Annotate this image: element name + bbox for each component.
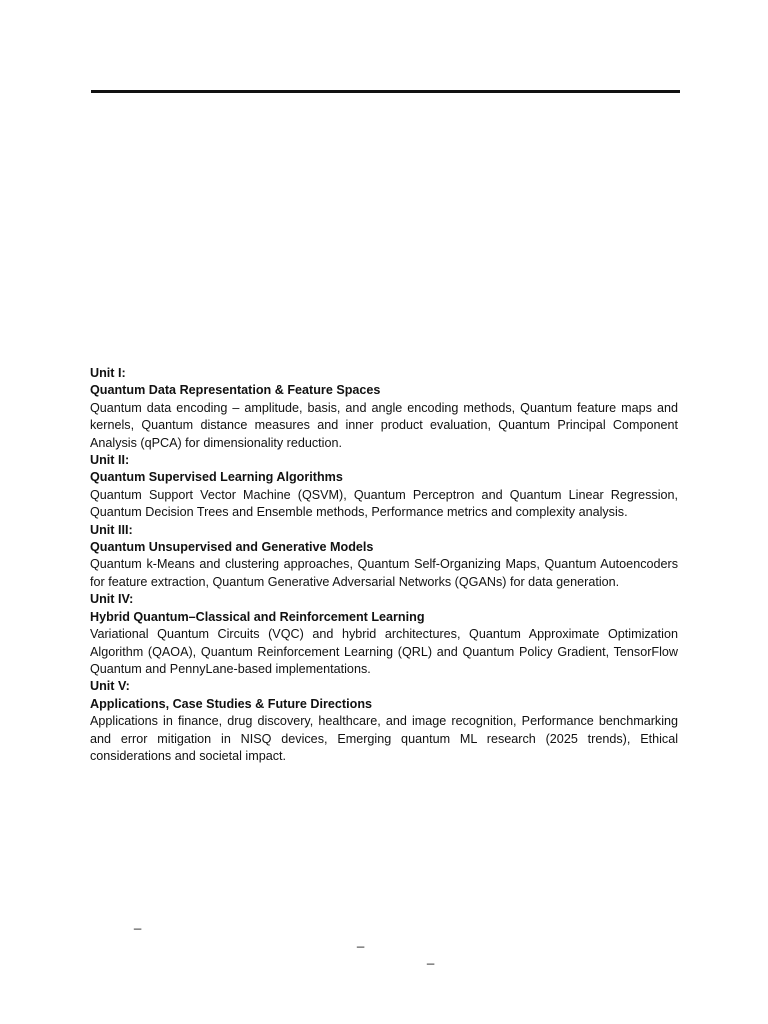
unit-label: Unit III: <box>90 522 133 537</box>
unit-body: Quantum Support Vector Machine (QSVM), Quantum Perceptron and Quantum Linear Regression, Quantum Decision Trees and Ensemble methods, Performance metrics and complexity analysis. <box>90 487 678 520</box>
unit-title: Quantum Supervised Learning Algorithms <box>90 470 343 485</box>
unit-title: Quantum Data Representation & Feature Spaces <box>90 383 381 398</box>
unit-2 <box>90 452 678 522</box>
top-horizontal-rule <box>91 90 680 93</box>
unit-title: Hybrid Quantum–Classical and Reinforcement Learning <box>90 609 425 624</box>
unit-label: Unit I: <box>90 366 126 380</box>
unit-title: Quantum Unsupervised and Generative Models <box>90 540 374 555</box>
unit-label: Unit V: <box>90 679 130 694</box>
unit-4 <box>90 591 678 678</box>
syllabus-content <box>90 365 678 765</box>
unit-label: Unit II: <box>90 453 130 468</box>
unit-5 <box>90 678 678 765</box>
unit-body: Variational Quantum Circuits (VQC) and hybrid architectures, Quantum Approximate Optimization Algorithm (QAOA), Quantum Reinforcement Learning (QRL) and Quantum Policy Gradient, TensorFlow Quantum and PennyLane-based implementations. <box>90 627 678 676</box>
footer-dash-mark: _ <box>357 933 365 948</box>
footer-dash-mark: _ <box>134 915 142 930</box>
unit-3 <box>90 522 678 592</box>
unit-body: Applications in finance, drug discovery, healthcare, and image recognition, Performance benchmarking and error mitigation in NISQ devices, Emerging quantum ML research (2025 trends), Ethical considerations and societal impact. <box>90 714 678 763</box>
footer-dash-mark: _ <box>427 950 435 965</box>
unit-body: Quantum k-Means and clustering approaches, Quantum Self-Organizing Maps, Quantum Autoencoders for feature extraction, Quantum Generative Adversarial Networks (QGANs) for data generation. <box>90 557 678 589</box>
unit-body: Quantum data encoding – amplitude, basis, and angle encoding methods, Quantum feature maps and kernels, Quantum distance measures and inner product evaluation, Quantum Principal Component Analysis (qPCA) for dimensionality reduction. <box>90 400 678 450</box>
unit-label: Unit IV: <box>90 592 134 607</box>
unit-1 <box>90 365 678 452</box>
unit-title: Applications, Case Studies & Future Directions <box>90 696 373 711</box>
